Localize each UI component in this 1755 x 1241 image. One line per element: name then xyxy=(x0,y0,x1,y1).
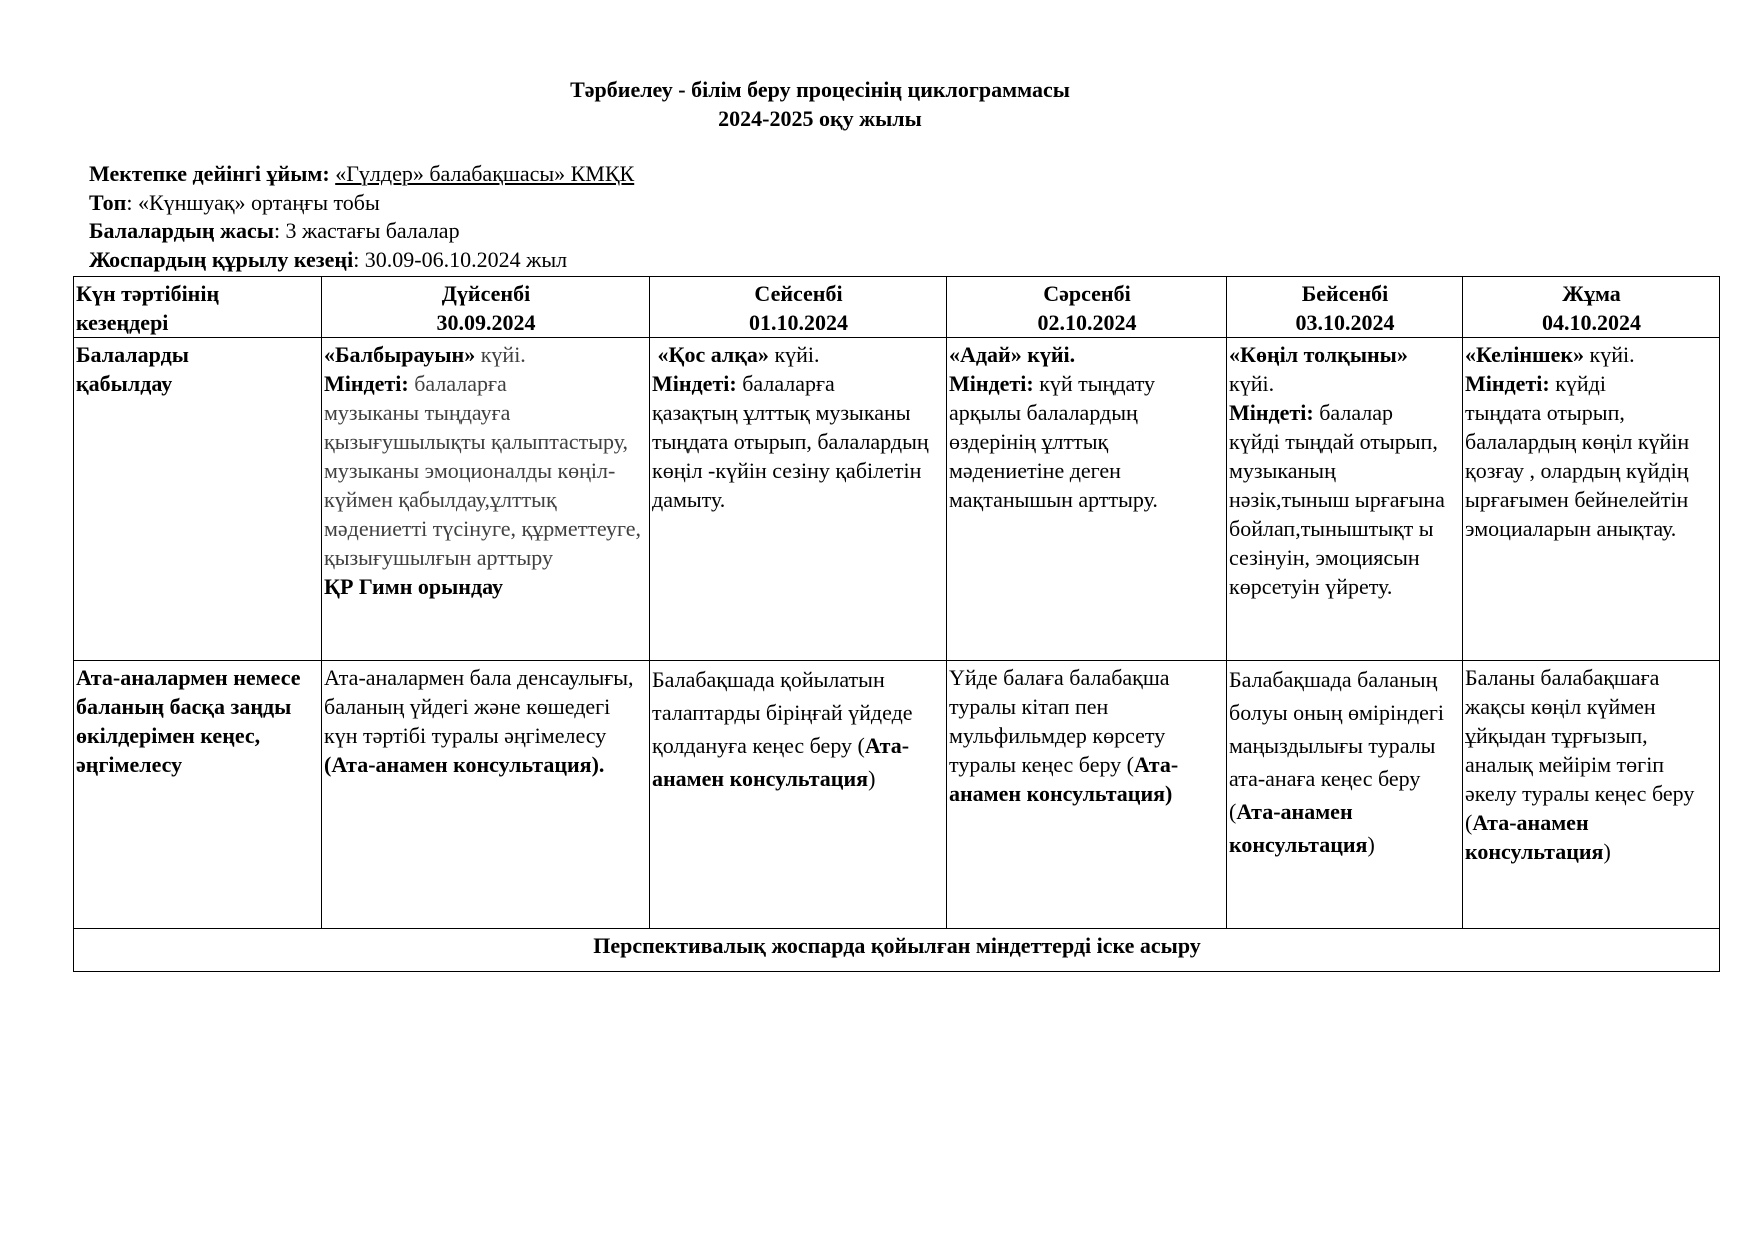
reception-label xyxy=(74,338,322,661)
cyclogram-table xyxy=(73,276,1720,972)
task-text: тыңдата отырып, балалардың көңіл күйін қозғау , олардың күйдің ырғағымен бейнелейтін эмоциаларын анықтау. xyxy=(1465,400,1690,541)
cell-text: Балабақшада қойылатын талаптарды біріңғай үйдеде қолдануға кеңес беру ( xyxy=(652,667,913,758)
kui-name: «Балбырауын» xyxy=(324,342,476,367)
age-value: : 3 жастағы балалар xyxy=(273,218,460,243)
kui-name: «Келіншек» xyxy=(1465,342,1585,367)
task-lead: балаларға xyxy=(408,371,507,396)
task-text: күйді тыңдай отырып, музыканың нәзік,тыныш ырғағына бойлап,тыныштықт ы сезінуін, эмоциясын көрсетуін үйрету. xyxy=(1229,429,1445,599)
org-value: «Гүлдер» балабақшасы» КМҚК xyxy=(335,161,635,186)
cell-text: Ата-аналармен бала денсаулығы, баланың үйдегі және көшедегі күн тәртібі туралы әңгімелесу xyxy=(324,665,634,748)
cell-tail: ) xyxy=(1367,832,1375,857)
kui-name: «Қос алқа» xyxy=(652,342,769,367)
period-label: Жоспардың құрылу кезеңі xyxy=(89,246,354,272)
header-schedule-periods xyxy=(74,277,322,338)
kui-suffix: күйі. xyxy=(1229,371,1275,396)
task-lead: балаларға xyxy=(736,371,835,396)
parents-cell-thursday xyxy=(1227,661,1463,929)
group-value: : «Күншуақ» ортаңғы тобы xyxy=(126,189,380,215)
cell-tail: ) xyxy=(1603,839,1611,864)
perspective-row xyxy=(74,929,1720,972)
academic-year: 2024-2025 оқу жылы xyxy=(718,106,922,131)
task-text: арқылы балалардың өздерінің ұлттық мәдениетіне деген мақтанышын арттыру. xyxy=(949,400,1158,512)
header-day-tuesday xyxy=(650,277,947,338)
parents-cell-friday xyxy=(1463,661,1720,929)
consultation-note: Ата-анамен консультация xyxy=(1465,810,1604,864)
header-day-friday xyxy=(1463,277,1720,338)
cell-text: Балабақшада баланың болуы оның өміріндегі маңыздылығы туралы ата-анаға кеңес беру ( xyxy=(1229,667,1445,824)
kui-name: «Адай» күйі. xyxy=(949,342,1076,367)
anthem-note: ҚР Гимн орындау xyxy=(324,574,503,599)
consultation-note: Ата-анамен консультация xyxy=(1229,799,1368,857)
parents-cell-monday xyxy=(322,661,650,929)
day-name: Жұма xyxy=(1562,281,1621,306)
group-line xyxy=(89,189,634,218)
task-lead: балалар xyxy=(1313,400,1394,425)
cell-tail: ) xyxy=(868,766,876,791)
day-name: Сәрсенбі xyxy=(1043,281,1131,306)
task-label: Міндеті: xyxy=(1465,371,1550,396)
header-row xyxy=(74,277,1720,338)
task-text: қазақтың ұлттық музыканы тыңдата отырып, балалардың көңіл -күйін сезіну қабілетін дамыту. xyxy=(652,400,929,512)
task-lead: күйді xyxy=(1549,371,1606,396)
reception-cell-tuesday xyxy=(650,338,947,661)
day-date: 03.10.2024 xyxy=(1295,310,1395,335)
day-name: Сейсенбі xyxy=(754,281,843,306)
reception-cell-friday xyxy=(1463,338,1720,661)
day-name: Дүйсенбі xyxy=(441,281,531,306)
task-label: Міндеті: xyxy=(324,371,409,396)
consultation-note: (Ата-анамен консультация). xyxy=(324,752,605,777)
day-date: 02.10.2024 xyxy=(1037,310,1137,335)
task-text: музыканы тыңдауға қызығушылықты қалыптастыру, музыканы эмоционалды көңіл-күймен қабылдау,ұлттық мәдениетті түсінуге, құрметтеуге, қызығушылғын арттыру xyxy=(324,400,642,570)
period-line xyxy=(89,246,634,275)
cell-text: Үйде балаға балабақша туралы кітап пен мульфильмдер көрсету туралы кеңес беру ( xyxy=(949,665,1170,777)
perspective-plan-heading: Перспективалық жоспарда қойылған міндеттерді іске асыру xyxy=(74,929,1720,972)
age-label: Балалардың жасы xyxy=(89,218,274,243)
task-label: Міндеті: xyxy=(949,371,1034,396)
parents-cell-tuesday xyxy=(650,661,947,929)
org-label: Мектепке дейінгі ұйым: xyxy=(89,161,330,186)
day-date: 01.10.2024 xyxy=(749,310,848,335)
kui-name: «Көңіл толқыны» xyxy=(1229,342,1408,367)
parents-label: Ата-аналармен немесе баланың басқа заңды өкілдерімен кеңес, әңгімелесу xyxy=(74,661,322,929)
kui-suffix: күйі. xyxy=(1584,342,1635,367)
reception-row xyxy=(74,338,1720,661)
parents-row xyxy=(74,661,1720,929)
group-label: Топ xyxy=(89,189,127,215)
period-value: : 30.09-06.10.2024 жыл xyxy=(353,246,568,272)
header-first-line2: кезеңдері xyxy=(76,310,169,335)
header-day-wednesday xyxy=(947,277,1227,338)
consultation-note: Ата-анамен консультация) xyxy=(949,752,1179,806)
age-line xyxy=(89,217,634,246)
row-label-line2: қабылдау xyxy=(76,371,173,396)
day-name: Бейсенбі xyxy=(1301,281,1389,306)
kui-suffix: күйі. xyxy=(768,342,820,367)
parents-cell-wednesday xyxy=(947,661,1227,929)
header-first-line1: Күн тәртібінің xyxy=(76,281,220,306)
kui-suffix: күйі. xyxy=(475,342,526,367)
consultation-note: Ата-анамен консультация xyxy=(652,733,910,791)
task-label: Міндеті: xyxy=(652,371,737,396)
row-label-line1: Балаларды xyxy=(76,342,189,367)
task-label: Міндеті: xyxy=(1229,400,1314,425)
reception-cell-monday xyxy=(322,338,650,661)
header-day-thursday xyxy=(1227,277,1463,338)
header-day-monday xyxy=(322,277,650,338)
task-lead: күй тыңдату xyxy=(1033,371,1156,396)
meta-info xyxy=(89,160,634,274)
day-date: 30.09.2024 xyxy=(436,310,536,335)
reception-cell-thursday xyxy=(1227,338,1463,661)
document-title: Тәрбиелеу - білім беру процесінің циклограммасы xyxy=(570,77,1070,102)
reception-cell-wednesday xyxy=(947,338,1227,661)
cell-text: Баланы балабақшаға жақсы көңіл күймен ұйқыдан тұрғызып, аналық мейірім төгіп әкелу туралы кеңес беру ( xyxy=(1465,665,1695,835)
org-line xyxy=(89,160,634,189)
day-date: 04.10.2024 xyxy=(1542,310,1641,335)
